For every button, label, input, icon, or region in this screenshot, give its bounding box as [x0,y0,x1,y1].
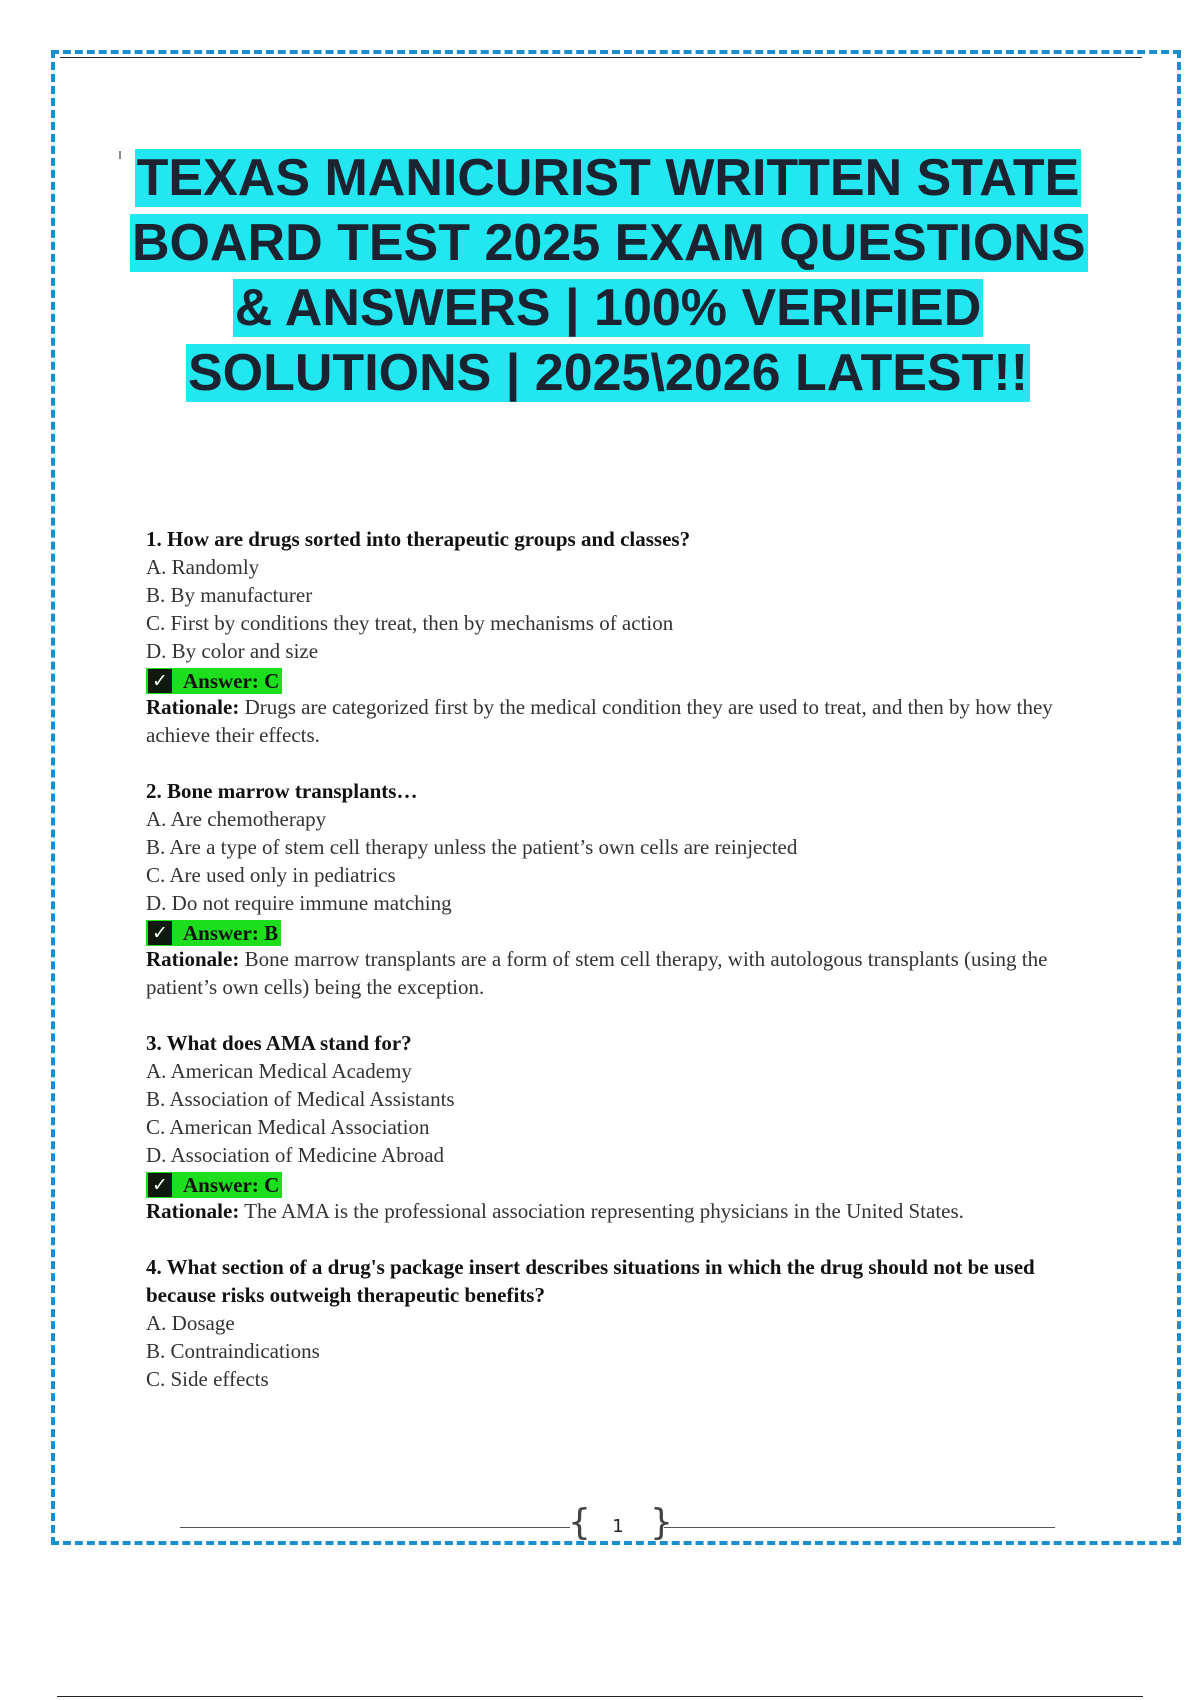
rationale [146,693,1096,749]
rationale-label: Rationale: [146,695,240,719]
answer-badge [146,1172,282,1198]
answer-text: Answer: C [183,669,280,694]
footer-rule-left [180,1527,570,1528]
question-text: 4. What section of a drug's package insert describes situations in which the drug should not be used because risks outweigh therapeutic benefits? [146,1255,1035,1307]
rationale [146,945,1096,1001]
document-title: TEXAS MANICURIST WRITTEN STATE BOARD TEST 2025 EXAM QUESTIONS & ANSWERS | 100% VERIFIED SOLUTIONS | 2025\2026 LATEST!! [132,149,1086,402]
check-icon: ✓ [148,1173,172,1197]
question-text: 1. How are drugs sorted into therapeutic groups and classes? [146,527,691,551]
option-d: D. Association of Medicine Abroad [146,1143,445,1167]
footer-rule-right [664,1527,1055,1528]
option-c: C. American Medical Association [146,1115,430,1139]
rationale-text: The AMA is the professional association representing physicians in the United States. [239,1199,964,1223]
option-a: A. Randomly [146,555,260,579]
rationale-label: Rationale: [146,1199,240,1223]
option-c: C. Are used only in pediatrics [146,863,396,887]
option-c: C. Side effects [146,1367,269,1391]
question-text: 2. Bone marrow transplants… [146,779,418,803]
option-d: D. Do not require immune matching [146,891,452,915]
question-text: 3. What does AMA stand for? [146,1031,412,1055]
option-b: B. Contraindications [146,1339,320,1363]
brace-right-icon: } [650,1502,673,1543]
title-block [130,146,1086,406]
rationale-text: Drugs are categorized first by the medical condition they are used to treat, and then by how they achieve their effects. [146,695,1053,747]
question-item [146,525,1096,749]
answer-text: Answer: C [183,1173,280,1198]
rationale-text: Bone marrow transplants are a form of stem cell therapy, with autologous transplants (using the patient’s own cells) being the exception. [146,947,1048,999]
questions-list [146,525,1096,1421]
check-icon: ✓ [148,669,172,693]
option-b: B. By manufacturer [146,583,313,607]
rationale-label: Rationale: [146,947,240,971]
question-item [146,1253,1096,1393]
option-a: A. Are chemotherapy [146,807,327,831]
bottom-divider [57,1696,1143,1697]
option-d: D. By color and size [146,639,319,663]
option-b: B. Association of Medical Assistants [146,1087,455,1111]
answer-badge [146,920,281,946]
option-a: A. American Medical Academy [146,1059,412,1083]
brace-left-icon: { [568,1502,591,1543]
page-number: 1 [612,1516,624,1537]
top-divider [60,57,1142,58]
page-footer [180,1502,1055,1550]
option-a: A. Dosage [146,1311,235,1335]
answer-text: Answer: B [183,921,279,946]
check-icon: ✓ [148,921,172,945]
question-item [146,777,1096,1001]
margin-mark [119,151,121,159]
question-item [146,1029,1096,1225]
rationale [146,1197,1096,1225]
answer-badge [146,668,282,694]
option-b: B. Are a type of stem cell therapy unless the patient’s own cells are reinjected [146,835,798,859]
option-c: C. First by conditions they treat, then by mechanisms of action [146,611,674,635]
